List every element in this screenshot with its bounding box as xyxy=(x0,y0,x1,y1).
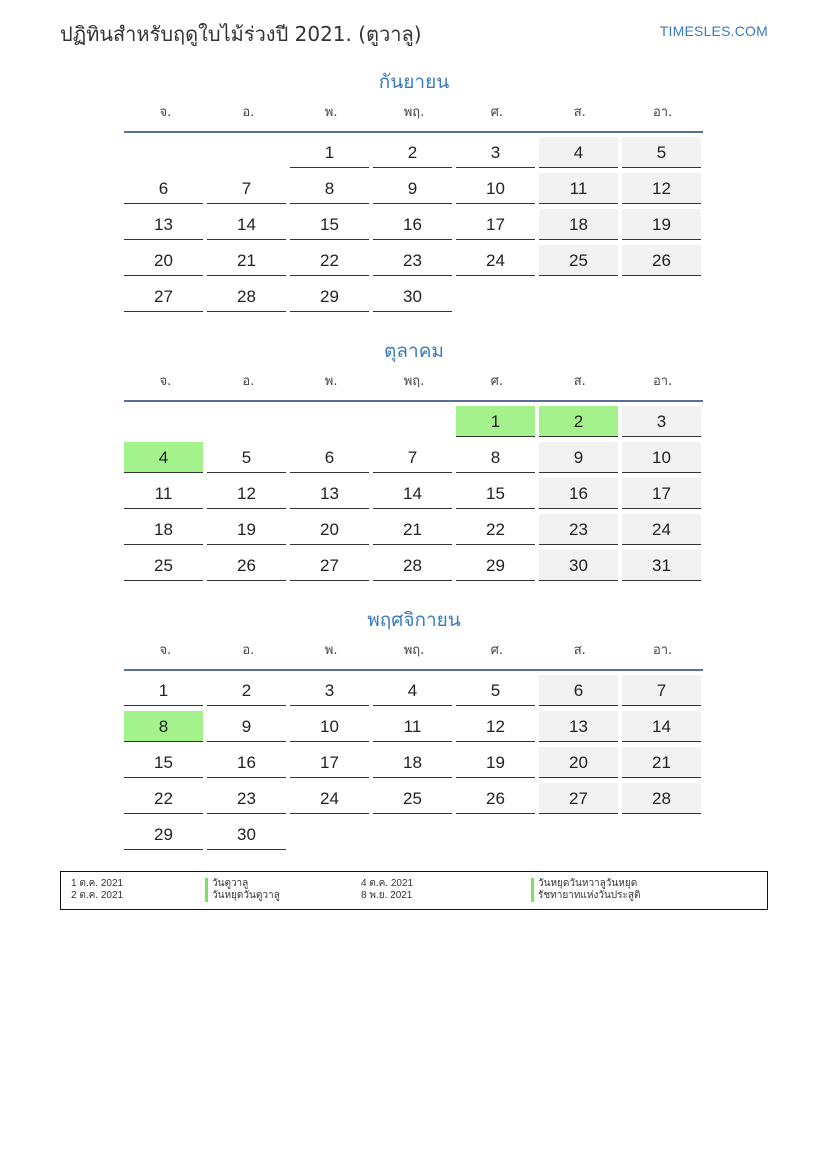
day-cell: 19 xyxy=(622,209,701,240)
day-cell: 24 xyxy=(622,514,701,545)
day-cell: 3 xyxy=(456,137,535,168)
weekday-label: จ. xyxy=(159,105,172,120)
day-cell: 20 xyxy=(124,245,203,276)
weekday-header xyxy=(124,639,704,663)
weekday-label: พ. xyxy=(324,105,338,120)
empty-cell xyxy=(207,406,286,437)
day-cell: 22 xyxy=(456,514,535,545)
weekday-label: จ. xyxy=(159,643,172,658)
day-cell: 28 xyxy=(207,281,286,312)
day-cell: 29 xyxy=(124,819,203,850)
month-november xyxy=(124,607,704,855)
day-cell: 17 xyxy=(456,209,535,240)
empty-cell xyxy=(207,137,286,168)
day-cell: 24 xyxy=(290,783,369,814)
month-september xyxy=(124,69,704,317)
month-title: กันยายน xyxy=(378,71,450,93)
day-cell: 21 xyxy=(373,514,452,545)
holiday-legend xyxy=(60,871,768,910)
day-cell: 22 xyxy=(124,783,203,814)
weekday-label: ศ. xyxy=(490,105,504,120)
day-cell: 20 xyxy=(539,747,618,778)
day-cell: 29 xyxy=(290,281,369,312)
weekday-label: ศ. xyxy=(490,374,504,389)
day-cell: 27 xyxy=(124,281,203,312)
weekday-label: อา. xyxy=(652,643,673,658)
day-cell: 5 xyxy=(207,442,286,473)
weekday-label: ส. xyxy=(573,643,586,658)
day-cell: 28 xyxy=(373,550,452,581)
day-cell: 12 xyxy=(456,711,535,742)
day-cell: 11 xyxy=(124,478,203,509)
day-cell: 17 xyxy=(290,747,369,778)
day-cell: 9 xyxy=(373,173,452,204)
legend-holiday-name: วันตูวาลู xyxy=(205,878,248,890)
holiday-day-cell: 1 xyxy=(456,406,535,437)
site-logo[interactable]: TIMESLES.COM xyxy=(659,23,768,39)
day-cell: 17 xyxy=(622,478,701,509)
day-cell: 10 xyxy=(290,711,369,742)
legend-date: 8 พ.ย. 2021 xyxy=(361,890,413,901)
legend-date: 4 ต.ค. 2021 xyxy=(361,878,414,889)
day-cell: 4 xyxy=(373,675,452,706)
day-cell: 6 xyxy=(124,173,203,204)
day-cell: 18 xyxy=(539,209,618,240)
day-cell: 9 xyxy=(207,711,286,742)
empty-cell xyxy=(290,406,369,437)
day-cell: 19 xyxy=(456,747,535,778)
day-cell: 31 xyxy=(622,550,701,581)
legend-date: 2 ต.ค. 2021 xyxy=(71,890,124,901)
day-cell: 12 xyxy=(622,173,701,204)
day-cell: 23 xyxy=(373,245,452,276)
day-cell: 8 xyxy=(456,442,535,473)
month-title: พฤศจิกายน xyxy=(367,609,461,631)
empty-cell xyxy=(124,406,203,437)
legend-holiday-name: รัชทายาทแห่งวันประสูติ xyxy=(531,890,641,902)
day-cell: 6 xyxy=(290,442,369,473)
weekday-label: อ. xyxy=(242,643,255,658)
day-cell: 7 xyxy=(373,442,452,473)
weekday-label: พ. xyxy=(324,643,338,658)
weekday-label: จ. xyxy=(159,374,172,389)
day-cell: 25 xyxy=(124,550,203,581)
day-cell: 29 xyxy=(456,550,535,581)
day-cell: 11 xyxy=(373,711,452,742)
weekday-label: ส. xyxy=(573,105,586,120)
weekday-label: อา. xyxy=(652,374,673,389)
day-cell: 9 xyxy=(539,442,618,473)
days-grid xyxy=(124,406,707,586)
header-divider xyxy=(124,400,703,402)
day-cell: 3 xyxy=(622,406,701,437)
day-cell: 30 xyxy=(207,819,286,850)
day-cell: 20 xyxy=(290,514,369,545)
empty-cell xyxy=(373,406,452,437)
day-cell: 11 xyxy=(539,173,618,204)
day-cell: 5 xyxy=(622,137,701,168)
day-cell: 8 xyxy=(290,173,369,204)
weekday-header xyxy=(124,370,704,394)
day-cell: 2 xyxy=(373,137,452,168)
day-cell: 2 xyxy=(207,675,286,706)
day-cell: 25 xyxy=(373,783,452,814)
day-cell: 28 xyxy=(622,783,701,814)
day-cell: 3 xyxy=(290,675,369,706)
day-cell: 15 xyxy=(456,478,535,509)
day-cell: 22 xyxy=(290,245,369,276)
day-cell: 4 xyxy=(539,137,618,168)
day-cell: 16 xyxy=(539,478,618,509)
holiday-day-cell: 8 xyxy=(124,711,203,742)
day-cell: 21 xyxy=(622,747,701,778)
days-grid xyxy=(124,137,707,317)
weekday-label: อา. xyxy=(652,105,673,120)
days-grid xyxy=(124,675,707,855)
legend-holiday-name: วันหยุดวันหวาลูวันหยุด xyxy=(531,878,637,890)
weekday-label: ศ. xyxy=(490,643,504,658)
weekday-label: พ. xyxy=(324,374,338,389)
weekday-label: พฤ. xyxy=(403,643,425,658)
day-cell: 14 xyxy=(207,209,286,240)
header-divider xyxy=(124,669,703,671)
day-cell: 25 xyxy=(539,245,618,276)
month-title: ตุลาคม xyxy=(384,340,444,362)
day-cell: 26 xyxy=(456,783,535,814)
weekday-label: อ. xyxy=(242,105,255,120)
holiday-day-cell: 4 xyxy=(124,442,203,473)
page-title: ปฏิทินสำหรับฤดูใบไม้ร่วงปี 2021. (ตูวาลู) xyxy=(60,22,422,46)
day-cell: 10 xyxy=(456,173,535,204)
day-cell: 12 xyxy=(207,478,286,509)
day-cell: 18 xyxy=(373,747,452,778)
day-cell: 1 xyxy=(124,675,203,706)
day-cell: 13 xyxy=(539,711,618,742)
day-cell: 7 xyxy=(622,675,701,706)
day-cell: 16 xyxy=(373,209,452,240)
day-cell: 19 xyxy=(207,514,286,545)
weekday-label: ส. xyxy=(573,374,586,389)
legend-holiday-name: วันหยุดวันตูวาลู xyxy=(205,890,280,902)
day-cell: 24 xyxy=(456,245,535,276)
day-cell: 23 xyxy=(207,783,286,814)
day-cell: 7 xyxy=(207,173,286,204)
weekday-label: พฤ. xyxy=(403,105,425,120)
legend-row xyxy=(61,890,767,902)
day-cell: 30 xyxy=(373,281,452,312)
day-cell: 13 xyxy=(124,209,203,240)
day-cell: 5 xyxy=(456,675,535,706)
day-cell: 14 xyxy=(622,711,701,742)
day-cell: 30 xyxy=(539,550,618,581)
day-cell: 23 xyxy=(539,514,618,545)
legend-date: 1 ต.ค. 2021 xyxy=(71,878,124,889)
day-cell: 1 xyxy=(290,137,369,168)
day-cell: 27 xyxy=(290,550,369,581)
day-cell: 6 xyxy=(539,675,618,706)
weekday-header xyxy=(124,101,704,125)
day-cell: 26 xyxy=(207,550,286,581)
weekday-label: พฤ. xyxy=(403,374,425,389)
month-october xyxy=(124,338,704,586)
holiday-day-cell: 2 xyxy=(539,406,618,437)
day-cell: 13 xyxy=(290,478,369,509)
day-cell: 15 xyxy=(290,209,369,240)
day-cell: 14 xyxy=(373,478,452,509)
day-cell: 15 xyxy=(124,747,203,778)
day-cell: 16 xyxy=(207,747,286,778)
day-cell: 21 xyxy=(207,245,286,276)
day-cell: 27 xyxy=(539,783,618,814)
day-cell: 10 xyxy=(622,442,701,473)
day-cell: 26 xyxy=(622,245,701,276)
empty-cell xyxy=(124,137,203,168)
legend-row xyxy=(61,878,767,890)
header-divider xyxy=(124,131,703,133)
day-cell: 18 xyxy=(124,514,203,545)
weekday-label: อ. xyxy=(242,374,255,389)
